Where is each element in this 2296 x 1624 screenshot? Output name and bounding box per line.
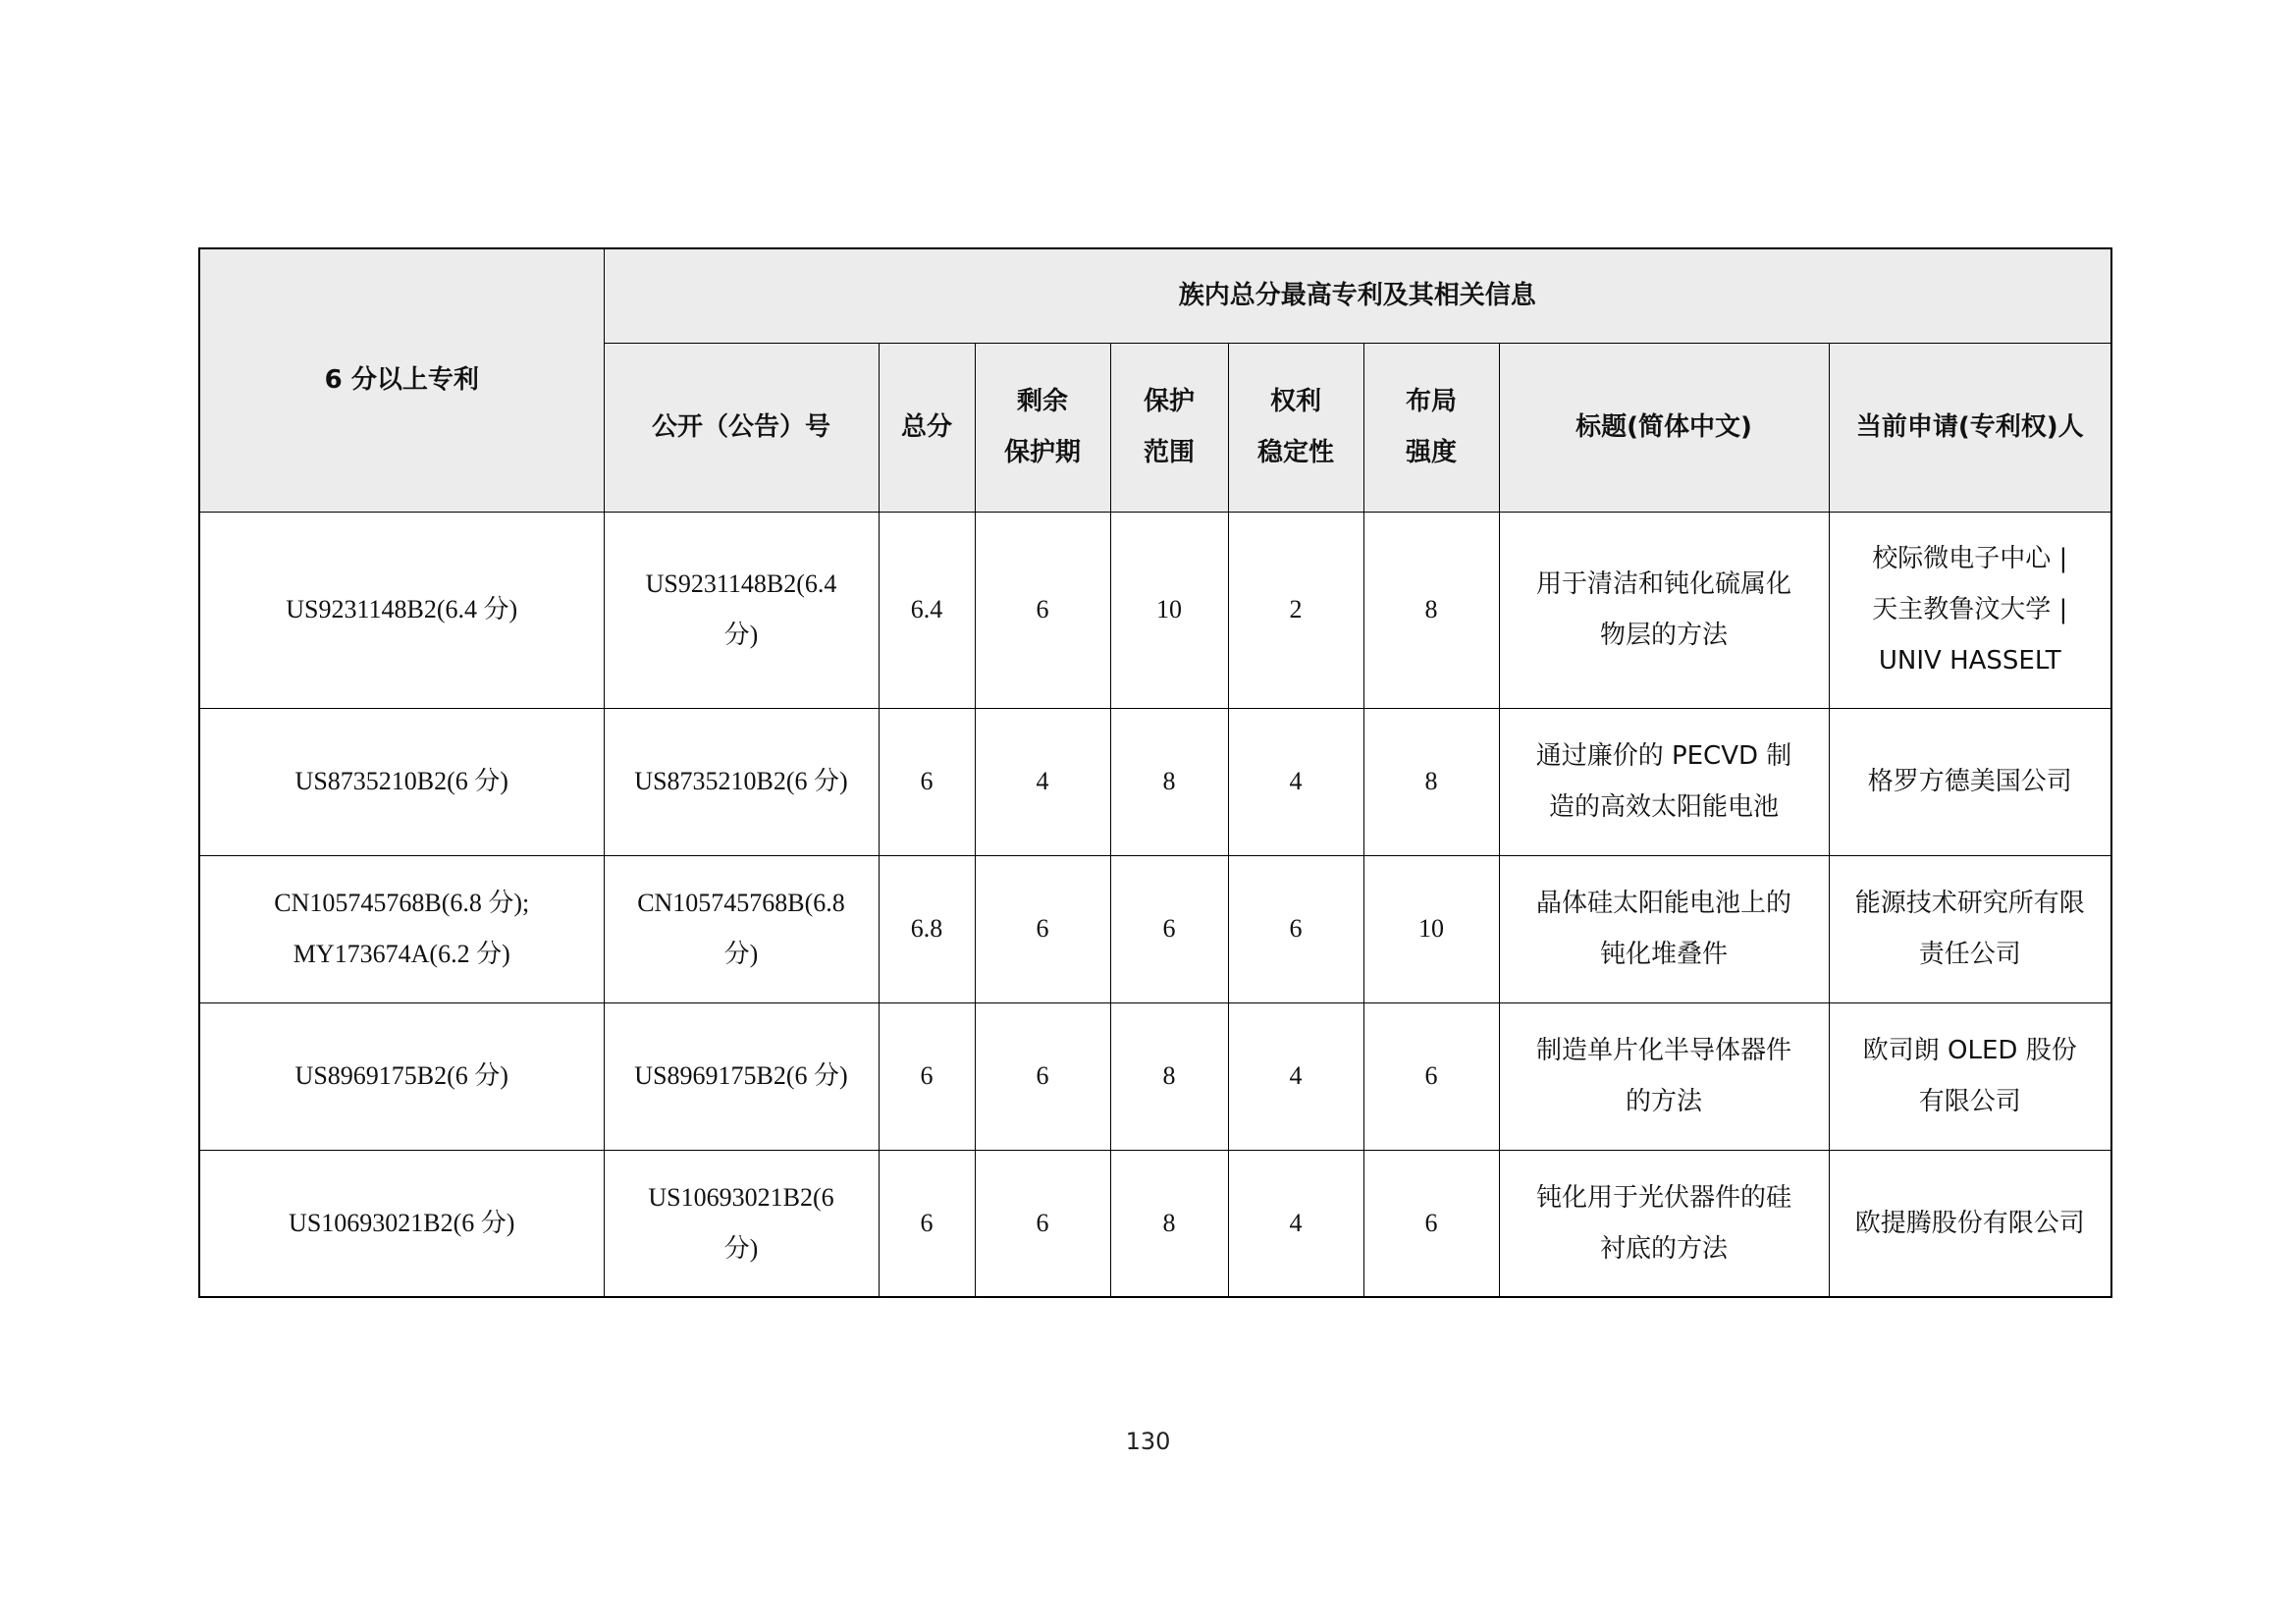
cell-patent-line1: US9231148B2(6.4 分) — [286, 595, 518, 623]
header-right-stability — [1228, 343, 1363, 512]
header-stability-line1: 权利 — [1269, 387, 1321, 416]
header-group-top-patent-info: 族内总分最高专利及其相关信息 — [604, 248, 2111, 343]
cell-publication-number — [604, 1002, 879, 1150]
cell-assignee-line1: 欧提腾股份有限公司 — [1854, 1208, 2085, 1238]
cell-publication-number — [604, 855, 879, 1002]
cell-total-score: 6 — [879, 708, 975, 855]
header-publication-number: 公开（公告）号 — [604, 343, 879, 512]
cell-title-line1: 晶体硅太阳能电池上的 — [1535, 889, 1791, 918]
cell-remaining-protection: 6 — [975, 855, 1110, 1002]
table-row — [199, 1002, 2111, 1150]
table-row — [199, 1150, 2111, 1297]
header-title-simplified-chinese: 标题(简体中文) — [1499, 343, 1829, 512]
cell-layout-strength: 10 — [1363, 855, 1499, 1002]
header-remaining-line1: 剩余 — [1016, 387, 1068, 416]
cell-patent — [199, 1002, 604, 1150]
cell-remaining-protection: 4 — [975, 708, 1110, 855]
cell-title — [1499, 1150, 1829, 1297]
cell-protection-scope: 10 — [1110, 512, 1228, 708]
cell-title-line1: 制造单片化半导体器件 — [1535, 1036, 1791, 1065]
cell-total-score: 6.8 — [879, 855, 975, 1002]
cell-assignee-line2: 责任公司 — [1918, 940, 2021, 969]
cell-patent-line1: CN105745768B(6.8 分); — [274, 889, 530, 917]
cell-patent — [199, 708, 604, 855]
cell-pub-line2: 分) — [723, 940, 759, 968]
cell-patent-line1: US8969175B2(6 分) — [294, 1061, 508, 1090]
cell-patent — [199, 855, 604, 1002]
cell-patent — [199, 1150, 604, 1297]
cell-pub-line1: US9231148B2(6.4 — [645, 569, 837, 598]
cell-title — [1499, 855, 1829, 1002]
table-row — [199, 708, 2111, 855]
cell-title — [1499, 512, 1829, 708]
cell-right-stability: 2 — [1228, 512, 1363, 708]
page-number: 130 — [1125, 1428, 1171, 1455]
cell-pub-line1: CN105745768B(6.8 — [637, 889, 845, 917]
table-row — [199, 512, 2111, 708]
cell-assignee — [1829, 1002, 2111, 1150]
cell-protection-scope: 8 — [1110, 1002, 1228, 1150]
cell-assignee-line1: 欧司朗 OLED 股份 — [1862, 1036, 2077, 1065]
cell-right-stability: 4 — [1228, 1002, 1363, 1150]
cell-assignee — [1829, 855, 2111, 1002]
cell-pub-line1: US10693021B2(6 — [648, 1182, 834, 1212]
cell-assignee-line3: UNIV HASSELT — [1878, 646, 2061, 676]
cell-title-line1: 用于清洁和钝化硫属化 — [1535, 569, 1791, 599]
cell-total-score: 6.4 — [879, 512, 975, 708]
cell-title-line2: 衬底的方法 — [1599, 1233, 1728, 1264]
cell-assignee-line1: 格罗方德美国公司 — [1867, 767, 2072, 796]
patent-table — [198, 247, 2112, 1298]
cell-pub-line1: US8735210B2(6 分) — [634, 767, 848, 795]
cell-title-line2: 的方法 — [1625, 1087, 1702, 1116]
header-row-group — [199, 248, 2111, 343]
cell-title-line2: 钝化堆叠件 — [1599, 940, 1728, 969]
cell-right-stability: 4 — [1228, 1150, 1363, 1297]
cell-title-line1: 通过廉价的 PECVD 制 — [1535, 741, 1792, 771]
cell-right-stability: 6 — [1228, 855, 1363, 1002]
header-scope-line2: 范围 — [1143, 438, 1195, 467]
cell-patent-line2: MY173674A(6.2 分) — [293, 940, 510, 968]
cell-publication-number — [604, 512, 879, 708]
cell-layout-strength: 6 — [1363, 1002, 1499, 1150]
header-scope-line1: 保护 — [1143, 387, 1195, 416]
cell-title-line1: 钝化用于光伏器件的硅 — [1535, 1182, 1791, 1213]
header-layout-strength — [1363, 343, 1499, 512]
cell-assignee-line1: 能源技术研究所有限 — [1854, 889, 2085, 918]
header-current-assignee: 当前申请(专利权)人 — [1829, 343, 2111, 512]
cell-assignee-line2: 天主教鲁汶大学 | — [1872, 595, 2068, 624]
cell-patent-line1: US10693021B2(6 分) — [289, 1208, 515, 1237]
cell-title-line2: 物层的方法 — [1599, 621, 1728, 650]
header-protection-scope — [1110, 343, 1228, 512]
cell-assignee — [1829, 1150, 2111, 1297]
cell-title — [1499, 708, 1829, 855]
cell-total-score: 6 — [879, 1150, 975, 1297]
header-remaining-protection — [975, 343, 1110, 512]
cell-publication-number — [604, 708, 879, 855]
cell-pub-line2: 分) — [723, 1233, 759, 1263]
cell-layout-strength: 8 — [1363, 512, 1499, 708]
cell-assignee-line1: 校际微电子中心 | — [1872, 544, 2068, 573]
header-remaining-line2: 保护期 — [1003, 438, 1081, 467]
cell-assignee-line2: 有限公司 — [1918, 1087, 2021, 1116]
cell-patent-line1: US8735210B2(6 分) — [294, 767, 508, 795]
cell-title-line2: 造的高效太阳能电池 — [1548, 792, 1779, 822]
cell-protection-scope: 6 — [1110, 855, 1228, 1002]
cell-remaining-protection: 6 — [975, 1002, 1110, 1150]
header-total-score: 总分 — [879, 343, 975, 512]
cell-title — [1499, 1002, 1829, 1150]
header-layout-line2: 强度 — [1405, 438, 1457, 467]
cell-publication-number — [604, 1150, 879, 1297]
header-stability-line2: 稳定性 — [1256, 438, 1334, 467]
cell-pub-line2: 分) — [723, 621, 759, 649]
cell-layout-strength: 6 — [1363, 1150, 1499, 1297]
cell-remaining-protection: 6 — [975, 1150, 1110, 1297]
cell-right-stability: 4 — [1228, 708, 1363, 855]
cell-protection-scope: 8 — [1110, 1150, 1228, 1297]
cell-assignee — [1829, 512, 2111, 708]
header-left-6plus-patents: 6 分以上专利 — [199, 248, 604, 512]
header-layout-line1: 布局 — [1405, 387, 1457, 416]
cell-total-score: 6 — [879, 1002, 975, 1150]
table-row — [199, 855, 2111, 1002]
cell-patent — [199, 512, 604, 708]
cell-remaining-protection: 6 — [975, 512, 1110, 708]
cell-pub-line1: US8969175B2(6 分) — [634, 1061, 848, 1090]
cell-assignee — [1829, 708, 2111, 855]
cell-protection-scope: 8 — [1110, 708, 1228, 855]
cell-layout-strength: 8 — [1363, 708, 1499, 855]
